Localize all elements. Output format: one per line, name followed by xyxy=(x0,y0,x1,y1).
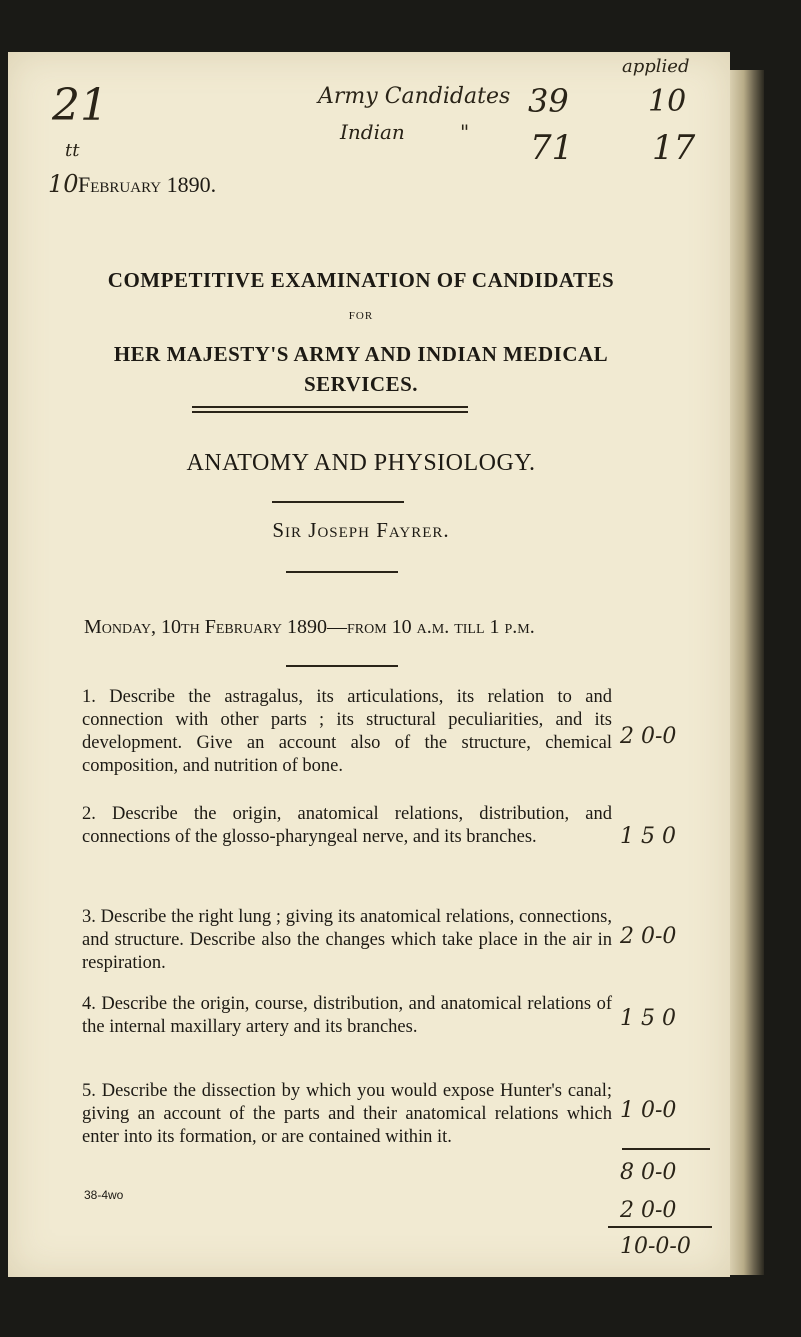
title-line-1: COMPETITIVE EXAMINATION OF CANDIDATES xyxy=(107,268,615,292)
question-2: 2. Describe the origin, anatomical relations, distribution, and connections of the glosso-pharyngeal nerve, and its branches. xyxy=(82,804,612,847)
question-3-mark: 2 0-0 xyxy=(620,924,677,949)
handwritten-army-count: 39 xyxy=(528,82,569,120)
question-4-mark: 1 5 0 xyxy=(620,1006,676,1031)
handwritten-applied-label: applied xyxy=(622,56,690,77)
double-rule-top xyxy=(192,406,468,408)
question-1-mark: 2 0-0 xyxy=(620,724,677,749)
double-rule-bottom xyxy=(192,411,468,413)
question-4: 4. Describe the origin, course, distribution, and anatomical relations of the internal maxillary artery and its branches. xyxy=(82,994,612,1037)
handwritten-number-21: 21 xyxy=(52,80,108,131)
question-3: 3. Describe the right lung ; giving its anatomical relations, connections, and structure. Describe also the changes which take place in the air in respiration. xyxy=(82,907,612,973)
title-line-3: SERVICES. xyxy=(303,372,419,396)
examiner-name: Sir Joseph Fayrer. xyxy=(272,518,450,542)
print-code: 38-4wo xyxy=(84,1188,124,1202)
total-mark: 8 0-0 xyxy=(620,1160,677,1185)
final-total-mark: 10-0-0 xyxy=(620,1234,691,1259)
rule-after-subject xyxy=(272,501,404,503)
question-2-mark: 1 5 0 xyxy=(620,824,676,849)
handwritten-army-candidates: Army Candidates xyxy=(318,84,511,109)
totals-rule-1 xyxy=(622,1148,710,1150)
question-1: 1. Describe the astragalus, its articulations, its relation to and connection with other parts ; its structural peculiarities, and its development. Give an account also of the structure, chemical composition, and nutrition of bone. xyxy=(82,687,612,776)
handwritten-applied-count-a: 10 xyxy=(648,84,687,119)
handwritten-applied-count-b: 17 xyxy=(652,128,696,168)
handwritten-indian-count: 71 xyxy=(530,128,574,168)
rule-after-session xyxy=(286,665,398,667)
question-5-mark: 1 0-0 xyxy=(620,1098,677,1123)
book-page-edge xyxy=(730,70,764,1275)
subject-heading: ANATOMY AND PHYSIOLOGY. xyxy=(186,450,536,476)
title-line-2: HER MAJESTY'S ARMY AND INDIAN MEDICAL xyxy=(113,342,609,366)
header-date: February 1890. xyxy=(78,172,217,197)
rule-after-examiner xyxy=(286,571,398,573)
handwritten-indian-label: Indian xyxy=(340,120,405,144)
totals-rule-2 xyxy=(608,1226,712,1228)
title-for: FOR xyxy=(348,310,374,322)
question-5: 5. Describe the dissection by which you would expose Hunter's canal; giving an account of the parts and their anatomical relations which enter into its formation, or are contained within it. xyxy=(82,1081,612,1147)
handwritten-small-mark: tt xyxy=(65,140,80,161)
second-total-mark: 2 0-0 xyxy=(620,1198,677,1223)
session-line: Monday, 10th February 1890—from 10 a.m. till 1 p.m. xyxy=(84,616,535,638)
handwritten-date-day: 10 xyxy=(48,170,79,198)
handwritten-ditto-mark: " xyxy=(460,120,470,144)
